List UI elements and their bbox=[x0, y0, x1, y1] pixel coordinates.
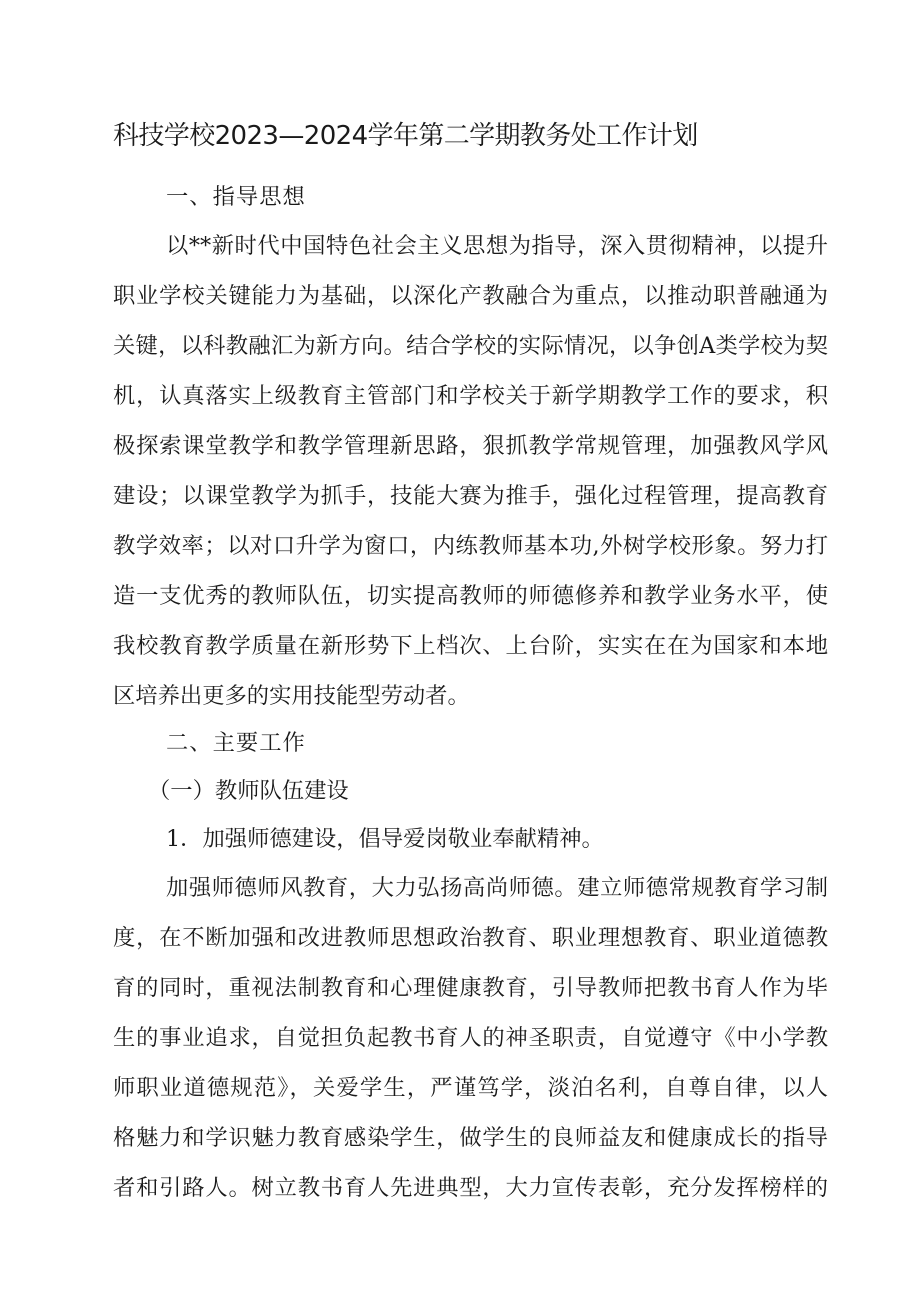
paragraph-line: 建设；以课堂教学为抓手，技能大赛为推手，强化过程管理，提高教育 bbox=[113, 483, 828, 509]
paragraph-line: 教学效率；以对口升学为窗口，内练教师基本功,外树学校形象。努力打 bbox=[113, 533, 828, 559]
paragraph-line: 造一支优秀的教师队伍，切实提高教师的师德修养和教学业务水平，使 bbox=[113, 583, 828, 609]
paragraph-line: 区培养出更多的实用技能型劳动者。 bbox=[113, 683, 470, 709]
paragraph-line: 职业学校关键能力为基础，以深化产教融合为重点，以推动职普融通为 bbox=[113, 283, 828, 309]
subsection-heading-teacher-team: （一）教师队伍建设 bbox=[148, 778, 349, 804]
paragraph-line: 关键，以科教融汇为新方向。结合学校的实际情况，以争创A类学校为契 bbox=[113, 333, 828, 359]
paragraph-line: 育的同时，重视法制教育和心理健康教育，引导教师把教书育人作为毕 bbox=[113, 975, 828, 1001]
paragraph-line: 极探索课堂教学和教学管理新思路，狠抓教学常规管理，加强教风学风 bbox=[113, 433, 828, 459]
section-heading-guiding-ideology: 一、指导思想 bbox=[166, 184, 306, 210]
paragraph-line: 以**新时代中国特色社会主义思想为指导，深入贯彻精神，以提升 bbox=[166, 233, 828, 259]
paragraph-line: 度，在不断加强和改进教师思想政治教育、职业理想教育、职业道德教 bbox=[113, 925, 828, 951]
paragraph-line: 格魅力和学识魅力教育感染学生，做学生的良师益友和健康成长的指导 bbox=[113, 1125, 828, 1151]
section-heading-main-work: 二、主要工作 bbox=[166, 730, 306, 756]
paragraph-line: 加强师德师风教育，大力弘扬高尚师德。建立师德常规教育学习制 bbox=[166, 875, 828, 901]
paragraph-line: 生的事业追求，自觉担负起教书育人的神圣职责，自觉遵守《中小学教 bbox=[113, 1025, 828, 1051]
document-title: 科技学校2023—2024学年第二学期教务处工作计划 bbox=[113, 121, 698, 151]
item-heading-ethics: 1．加强师德建设，倡导爱岗敬业奉献精神。 bbox=[166, 826, 604, 852]
paragraph-line: 师职业道德规范》，关爱学生，严谨笃学，淡泊名利，自尊自律，以人 bbox=[113, 1075, 828, 1101]
paragraph-line: 者和引路人。树立教书育人先进典型，大力宣传表彰，充分发挥榜样的 bbox=[113, 1175, 828, 1201]
paragraph-line: 机，认真落实上级教育主管部门和学校关于新学期教学工作的要求，积 bbox=[113, 383, 828, 409]
paragraph-line: 我校教育教学质量在新形势下上档次、上台阶，实实在在为国家和本地 bbox=[113, 633, 828, 659]
